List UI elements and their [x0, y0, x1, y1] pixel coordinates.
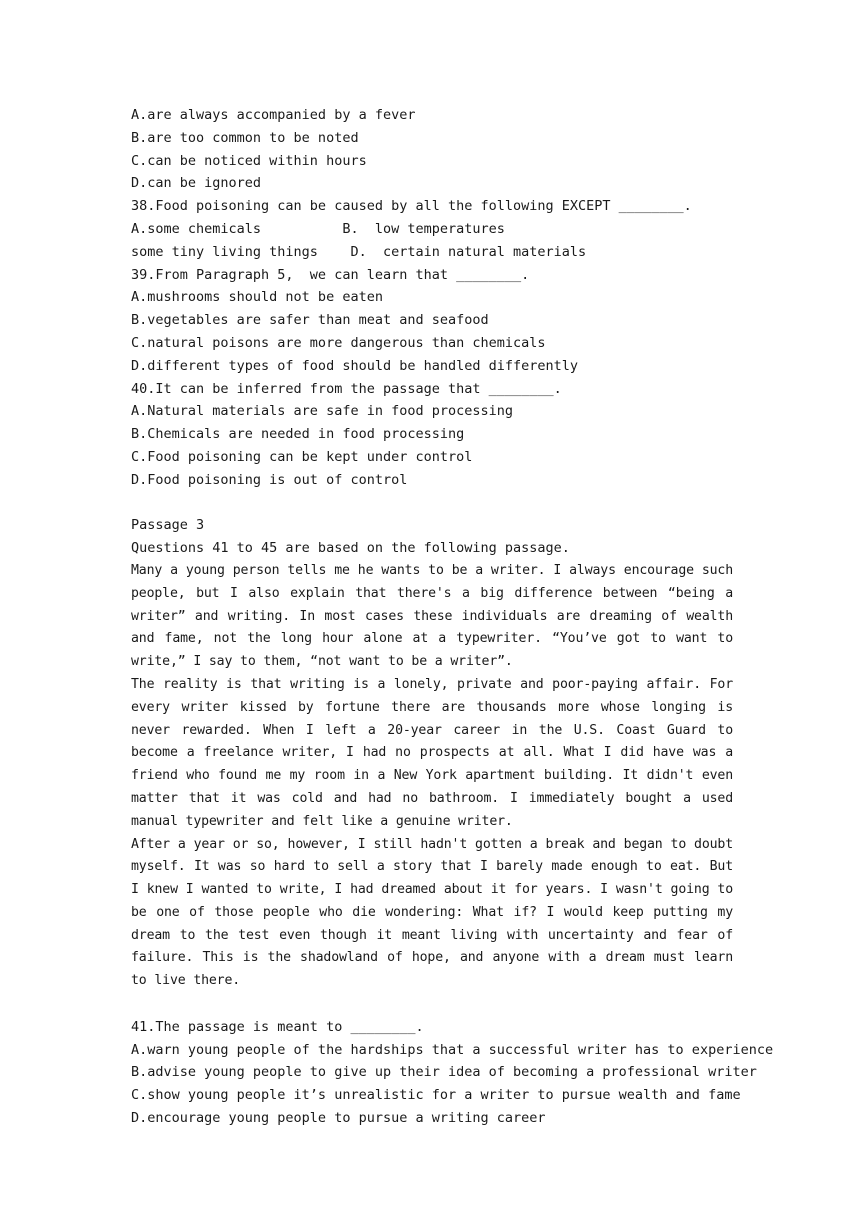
q39-option-d: D.different types of food should be handled differently: [131, 357, 579, 374]
q38-options-line-1: A.some chemicals B. low temperatures: [131, 220, 505, 237]
q40-option-b: B.Chemicals are needed in food processing: [131, 426, 465, 443]
q38-stem: 38.Food poisoning can be caused by all the following EXCEPT ________.: [131, 198, 692, 215]
q39-option-c: C.natural poisons are more dangerous than chemicals: [131, 334, 546, 351]
q40-option-d: D.Food poisoning is out of control: [131, 471, 408, 488]
q39-option-a: A.mushrooms should not be eaten: [131, 289, 383, 306]
q41-stem: 41.The passage is meant to ________.: [131, 1018, 424, 1035]
q39-stem: 39.From Paragraph 5, we can learn that ________.: [131, 266, 530, 283]
q41-option-d: D.encourage young people to pursue a writing career: [131, 1110, 546, 1127]
q38-options-line-2: some tiny living things D. certain natural materials: [131, 243, 587, 260]
passage-intro: Questions 41 to 45 are based on the following passage.: [131, 540, 570, 557]
q41-option-c: C.show young people it’s unrealistic for a writer to pursue wealth and fame: [131, 1087, 741, 1104]
q37-options: [131, 104, 733, 195]
q41-option-b: B.advise young people to give up their idea of becoming a professional writer: [131, 1064, 757, 1081]
passage-paragraph-1: Many a young person tells me he wants to be a writer. I always encourage such people, but I also explain that there's a big difference between “being a writer” and writing. In most cases these individuals are dreaming of wealth and fame, not the long hour alone at a typewriter. “You’ve got to want to write,” I say to them, “not want to be a writer”.: [131, 562, 733, 670]
passage-paragraph-3: After a year or so, however, I still hadn't gotten a break and began to doubt myself. It was so hard to sell a story that I barely made enough to eat. But I knew I wanted to write, I had dreamed about it for years. I wasn't going to be one of those people who die wondering: What if? I would keep putting my dream to the test even though it meant living with uncertainty and fear of failure. This is the shadowland of hope, and anyone with a dream must learn to live there.: [131, 836, 733, 989]
question-38: [131, 195, 733, 263]
question-39: [131, 264, 733, 378]
passage-title: Passage 3: [131, 517, 205, 534]
q40-option-c: C.Food poisoning can be kept under control: [131, 448, 473, 465]
question-41: [131, 1016, 774, 1130]
q37-option-a: A.are always accompanied by a fever: [131, 107, 416, 123]
document-page: [131, 104, 774, 1130]
q39-option-b: B.vegetables are safer than meat and seafood: [131, 312, 489, 329]
passage-3: [131, 514, 733, 993]
q40-option-a: A.Natural materials are safe in food processing: [131, 403, 514, 420]
q37-option-b: B.are too common to be noted: [131, 129, 359, 146]
question-40: [131, 378, 733, 492]
q37-option-c: C.can be noticed within hours: [131, 152, 367, 169]
spacer: [131, 492, 733, 515]
q41-option-a: A.warn young people of the hardships that a successful writer has to experience: [131, 1041, 774, 1058]
q40-stem: 40.It can be inferred from the passage that ________.: [131, 380, 562, 397]
spacer: [131, 993, 733, 1016]
q37-option-d: D.can be ignored: [131, 175, 262, 192]
passage-paragraph-2: The reality is that writing is a lonely, private and poor-paying affair. For every writer kissed by fortune there are thousands more whose longing is never rewarded. When I left a 20-year career in the U.S. Coast Guard to become a freelance writer, I had no prospects at all. What I did have was a friend who found me my room in a New York apartment building. It didn't even matter that it was cold and had no bathroom. I immediately bought a used manual typewriter and felt like a genuine writer.: [131, 676, 733, 829]
